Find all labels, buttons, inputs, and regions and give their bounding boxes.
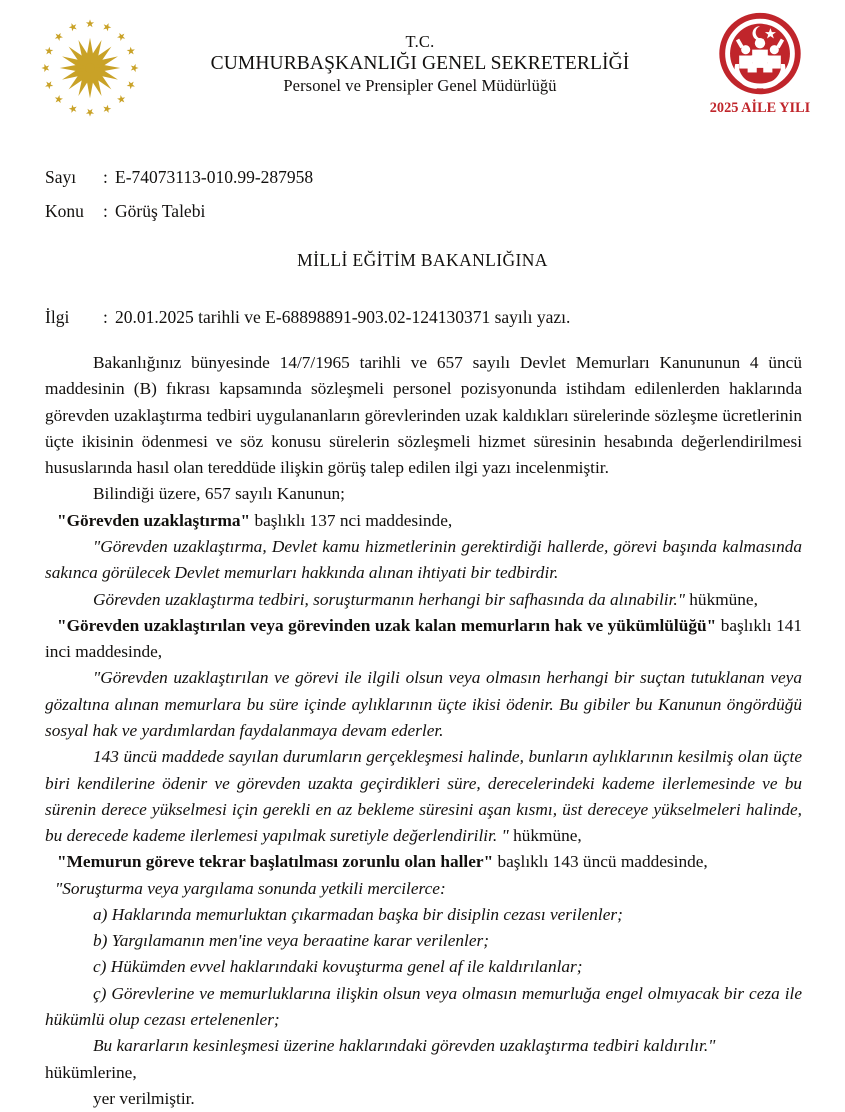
- document-meta: [45, 160, 313, 228]
- article-137-title: "Görevden uzaklaştırma": [57, 510, 251, 530]
- header-line-department: Personel ve Prensipler Genel Müdürlüğü: [283, 75, 557, 95]
- article-143-heading: [45, 849, 802, 875]
- article-141-quote-1: "Görevden uzaklaştırılan ve görevi ile ilgili olsun veya olmasın herhangi bir suçtan tutuklanan veya gözaltına alınan memurlara bu süre içinde aylıklarının üçte ikisi ödenir. Bu gibiler bu Kanunun öngördüğü sosyal hak ve yardımlardan faydalanmaya devam ederler.: [45, 668, 802, 740]
- article-143-title: "Memurun göreve tekrar başlatılması zorunlu olan haller": [57, 852, 494, 872]
- article-141-after: başlıklı 141 inci maddesinde,: [45, 615, 802, 662]
- article-141-quote-2-tail: hükmüne,: [508, 826, 582, 846]
- family-year-2025-logo: [701, 8, 819, 120]
- meta-row-sayi: [45, 160, 313, 194]
- meta-colon-konu: :: [103, 201, 108, 222]
- article-137-quote-2-text: Görevden uzaklaştırma tedbiri, soruşturmanın herhangi bir safhasında da alınabilir.": [93, 589, 685, 609]
- article-141-quote-2-text: 143 üncü maddede sayılan durumların gerçekleşmesi halinde, bunların aylıklarının kesilmiş olan üçte biri kendilerine ödenir ve görevden uzakta geçirdikleri süre, derecelerindeki kademe ilerlemesinde ve bu sürenin derece yükselmesi için gerekli en az bekleme süresini aşan kısmı, üst dereceye yükselmeleri halinde, bu derecede kademe ilerlemesi yapılmak suretiyle değerlendirilir. ": [45, 747, 802, 846]
- reference-label: İlgi: [45, 307, 70, 327]
- turkish-presidency-sun-emblem: [36, 14, 144, 122]
- reference-line: [45, 307, 570, 328]
- article-137-quote-2-tail: hükmüne,: [684, 589, 758, 609]
- article-143-intro: "Soruşturma veya yargılama sonunda yetkili mercilerce:: [55, 878, 446, 898]
- meta-value-konu: Görüş Talebi: [115, 201, 206, 222]
- article-143-closing: Bu kararların kesinleşmesi üzerine haklarındaki görevden uzaklaştırma tedbiri kaldırılır.": [93, 1036, 716, 1056]
- article-137-after: başlıklı 137 nci maddesinde,: [250, 510, 453, 530]
- article-143-after: başlıklı 143 üncü maddesinde,: [493, 852, 708, 872]
- header-line-tc: T.C.: [405, 32, 435, 51]
- article-141-title: "Görevden uzaklaştırılan veya görevinden uzak kalan memurların hak ve yükümlülüğü": [57, 615, 717, 635]
- reference-value: 20.01.2025 tarihli ve E-68898891-903.02-124130371 sayılı yazı.: [115, 307, 571, 327]
- article-137-quote-1: "Görevden uzaklaştırma, Devlet kamu hizmetlerinin gerektirdiği hallerde, görevi başında kalmasında sakınca görülecek Devlet memurları hakkında alınan ihtiyati bir tedbirdir.: [45, 536, 802, 583]
- header-title-block: [170, 32, 670, 96]
- article-143-item-a: a) Haklarında memurluktan çıkarmadan başka bir disiplin cezası verilenler;: [93, 904, 623, 924]
- article-141-heading: [45, 613, 802, 666]
- paragraph-known: Bilindiği üzere, 657 sayılı Kanunun;: [93, 484, 345, 504]
- document-header: [0, 0, 845, 130]
- meta-value-sayi: E-74073113-010.99-287958: [115, 167, 314, 187]
- article-143-item-c: c) Hükümden evvel haklarındaki kovuşturma genel af ile kaldırılanlar;: [93, 957, 583, 977]
- paragraph-intro: Bakanlığınız bünyesinde 14/7/1965 tarihli ve 657 sayılı Devlet Memurları Kanununun 4 üncü maddesinin (B) fıkrası kapsamında sözleşmeli personel pozisyonunda istihdam edilenlerden haklarında görevden uzaklaştırma tedbiri uygulananların görevlerinden uzak kaldıkları sürelerinde sözleşme ücretlerinin üçte ikisinin ödenmesi ve söz konusu sürelerin sözleşmeli hizmet süresinin hesabında değerlendirilmesi hususlarında hasıl olan tereddüde ilişkin görüş talep edilen ilgi yazı incelenmiştir.: [45, 353, 802, 478]
- article-143-item-c-cedilla: ç) Görevlerine ve memurluklarına ilişkin olsun veya olmasın memurluğa engel olmıyacak bir ceza ile hükümlü olup cezası ertelenenler;: [45, 983, 802, 1030]
- article-141-quote-2: [45, 744, 802, 849]
- meta-row-konu: [45, 194, 313, 228]
- meta-label-sayi: Sayı: [45, 167, 77, 187]
- header-line-institution: CUMHURBAŞKANLIĞI GENEL SEKRETERLİĞİ: [210, 53, 630, 75]
- family-year-logo-text: 2025 AİLE YILI: [709, 100, 811, 117]
- article-143-closing-tail: hükümlerine,: [45, 1062, 137, 1082]
- reference-colon: :: [103, 307, 108, 327]
- meta-colon-sayi: :: [103, 167, 108, 187]
- meta-label-konu: Konu: [45, 201, 84, 222]
- article-137-heading: [45, 508, 802, 534]
- recipient-line: MİLLİ EĞİTİM BAKANLIĞINA: [297, 250, 548, 270]
- article-137-quote-2: [45, 587, 802, 613]
- paragraph-end: yer verilmiştir.: [93, 1088, 195, 1108]
- document-body: [45, 350, 802, 1112]
- article-143-item-b: b) Yargılamanın men'ine veya beraatine karar verilenler;: [93, 931, 489, 951]
